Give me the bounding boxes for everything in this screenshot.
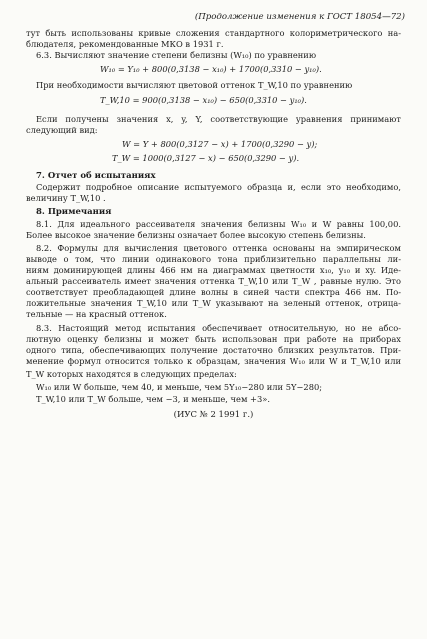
section-7-line-2: величину T_W,10 . bbox=[26, 193, 106, 203]
para-1-line-1: тут быть использованы кривые сложения стандартного колориметрического на- bbox=[26, 28, 401, 38]
note-8-1-line-2: Более высокое значение белизны означает более высокую степень белизны. bbox=[26, 230, 366, 240]
note-8-2-line-5: соответствует преобладающей длине волны в синей части спектра 466 нм. По- bbox=[26, 287, 401, 297]
para-1-line-2: блюдателя, рекомендованные МКО в 1931 г. bbox=[26, 39, 224, 49]
tint-intro: При необходимости вычисляют цветовой оттенок T_W,10 по уравнению bbox=[36, 80, 353, 90]
section-7-line-1: Содержит подробное описание испытуемого образца и, если это необходимо, bbox=[36, 182, 401, 192]
whiteness-equation: W = Y + 800(0,3127 − x) + 1700(0,3290 − y); bbox=[122, 139, 318, 149]
note-8-2-line-3: ниям доминирующей длины 466 нм на диаграммах цветности x₁₀, y₁₀ и xy. Иде- bbox=[26, 265, 401, 275]
section-8-title: 8. Примечания bbox=[36, 207, 112, 217]
note-8-3-line-3: одного типа, обеспечивающих получение достаточно близких результатов. При- bbox=[26, 345, 401, 355]
section-7-title: 7. Отчет об испытаниях bbox=[36, 171, 156, 181]
note-8-2-line-7: тельные — на красный оттенок. bbox=[26, 309, 167, 319]
tint-equation: T_W = 1000(0,3127 − x) − 650(0,3290 − y). bbox=[112, 153, 300, 163]
note-8-3-line-4: менение формул относится только к образцам, значения W₁₀ или W и T_W,10 или bbox=[26, 356, 401, 366]
note-8-3-line-2: лютную оценку белизны и может быть использован при работе на приборах bbox=[26, 334, 401, 344]
para-if-line-2: следующий вид: bbox=[26, 125, 98, 135]
page-header: (Продолжение изменения к ГОСТ 18054—72) bbox=[194, 12, 405, 22]
limit-whiteness: W₁₀ или W больше, чем 40, и меньше, чем 5Y₁₀−280 или 5Y−280; bbox=[36, 382, 323, 392]
note-8-1-line-1: 8.1. Для идеального рассеивателя значения белизны W₁₀ и W равны 100,00. bbox=[36, 219, 401, 229]
note-8-2-line-4: альный рассеиватель имеет значения оттенка T_W,10 или T_W , равные нулю. Это bbox=[26, 276, 401, 286]
note-8-2-line-1: 8.2. Формулы для вычисления цветового оттенка основаны на эмпирическом bbox=[36, 243, 401, 253]
whiteness-equation-10: W₁₀ = Y₁₀ + 800(0,3138 − x₁₀) + 1700(0,3310 − y₁₀). bbox=[100, 64, 322, 74]
note-8-3-line-1: 8.3. Настоящий метод испытания обеспечивает относительную, но не абсо- bbox=[36, 323, 401, 333]
limit-tint: T_W,10 или T_W больше, чем −3, и меньше, чем +3». bbox=[36, 394, 270, 404]
publication-reference: (ИУС № 2 1991 г.) bbox=[173, 410, 254, 420]
note-8-2-line-2: выводе о том, что линии одинакового тона приблизительно параллельны ли- bbox=[26, 254, 401, 264]
tint-equation-10: T_W,10 = 900(0,3138 − x₁₀) − 650(0,3310 − y₁₀). bbox=[100, 95, 307, 105]
para-if-line-1: Если получены значения x, y, Y, соответствующие уравнения принимают bbox=[36, 114, 401, 124]
paragraph-6-3: 6.3. Вычисляют значение степени белизны (W₁₀) по уравнению bbox=[36, 50, 317, 60]
note-8-2-line-6: ложительные значения T_W,10 или T_W указывают на зеленый оттенок, отрица- bbox=[26, 298, 401, 308]
note-8-3-line-5: T_W которых находятся в следующих пределах: bbox=[26, 369, 237, 379]
